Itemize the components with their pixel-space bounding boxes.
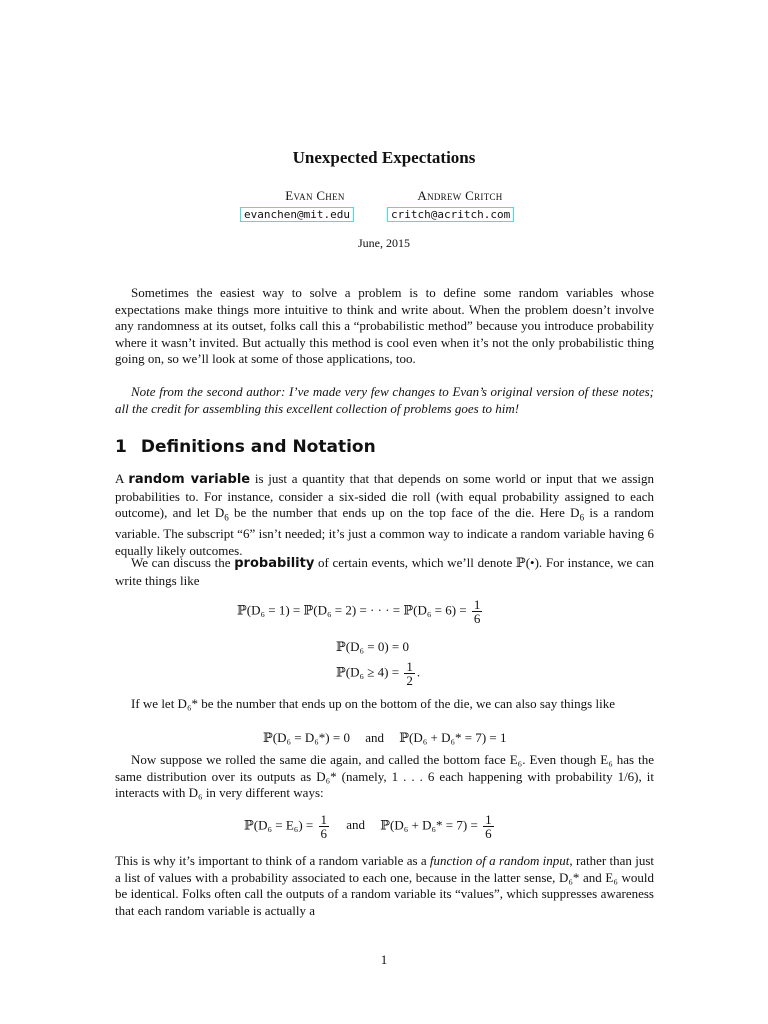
eq5-lnum: 1 [320, 812, 327, 827]
p2-text-b: of certain events, which we’ll denote ℙ(•). For instance, we can write things like [115, 555, 654, 588]
author-name-1: Evan Chen [285, 188, 345, 203]
p1-text-b: is just a quantity that that depends on some world or input that we assign probabilities to. For instance, consider a six-sided die roll (with equal probability assigned to each outcome), and let D [115, 471, 655, 520]
paragraph-function-of-input [115, 853, 654, 919]
author-email-1[interactable]: evanchen@mit.edu [240, 207, 354, 222]
p5-emphasis: function of a random input [429, 853, 570, 868]
paper-title: Unexpected Expectations [292, 148, 476, 167]
p1-sub-1: 6 [224, 512, 229, 523]
equation-3 [336, 660, 420, 687]
page-number: 1 [380, 952, 388, 967]
eq3-num: 1 [406, 659, 413, 674]
p1-text-c: be the number that ends up on the top face of the die. Here D [228, 505, 580, 520]
author-email-2[interactable]: critch@acritch.com [387, 207, 514, 222]
term-probability: probability [234, 556, 315, 571]
eq5-lden: 6 [320, 826, 327, 841]
eq5-left: ℙ(D₆ = E₆) = [244, 817, 314, 833]
eq1-den: 6 [473, 611, 481, 626]
eq4-right: ℙ(D₆ + D₆* = 7) = 1 [399, 730, 507, 745]
eq1-lhs: ℙ(D₆ = 1) = ℙ(D₆ = 2) = · · · = ℙ(D₆ = 6) = [237, 602, 467, 618]
equation-1 [237, 598, 484, 625]
term-random-variable: random variable [128, 472, 251, 487]
author-note: Note from the second author: I’ve made very few changes to Evan’s original version of these notes; all the credit for assembling this excellent collection of problems goes to him! [115, 384, 654, 416]
eq1-num: 1 [473, 597, 481, 612]
paragraph-probability [115, 555, 654, 589]
equation-5 [244, 813, 496, 840]
p1-text-d: is a random variable. The subscript “6” isn’t needed; it’s just a common way to indicate a random variable having 6 equally likely outcomes. [115, 505, 655, 558]
eq5-right: ℙ(D₆ + D₆* = 7) = [380, 817, 478, 833]
eq5-fraction-right [483, 813, 494, 840]
eq3-fraction [404, 660, 415, 687]
eq5-rden: 6 [485, 826, 492, 841]
author-name-2: Andrew Critch [417, 188, 503, 203]
eq1-fraction [472, 598, 483, 625]
eq3-lhs: ℙ(D₆ ≥ 4) = [336, 664, 400, 680]
section-title: Definitions and Notation [140, 437, 376, 457]
eq5-rnum: 1 [485, 812, 492, 827]
p1-text-a: A [115, 471, 129, 486]
p5-text-a: This is why it’s important to think of a random variable as a [115, 853, 430, 868]
equation-4 [263, 730, 507, 746]
equation-2: ℙ(D₆ = 0) = 0 [336, 639, 410, 654]
paragraph-second-roll: Now suppose we rolled the same die again, and called the bottom face E₆. Even though E₆ has the same distribution over its outputs as D₆* (namely, 1 . . . 6 each happening with probability 1/6), it interacts with D₆ in very different ways: [115, 752, 654, 800]
section-heading [115, 437, 376, 457]
eq3-tail: . [416, 664, 421, 680]
paper-date: June, 2015 [358, 236, 410, 250]
eq3-den: 2 [406, 673, 413, 688]
abstract-text: Sometimes the easiest way to solve a problem is to define some random variables whose expectations make things more intuitive to think and write about. When the problem doesn’t involve any randomness at its outset, folks call this a “probabilistic method” because you introduce probability where it wasn’t invited. But actually this method is cool even when it’s not the only probabilistic thing going on, so we’ll look at some of those applications, too. [115, 285, 654, 366]
eq4-left: ℙ(D₆ = D₆*) = 0 [263, 730, 350, 745]
eq4-and: and [365, 730, 384, 745]
paragraph-random-variable [115, 471, 654, 559]
paragraph-bottom-face: If we let D₆* be the number that ends up on the bottom of the die, we can also say things like [131, 696, 615, 711]
p1-sub-2: 6 [579, 512, 585, 523]
section-number: 1 [115, 437, 127, 457]
p5-text-b: , rather than just a list of values with a probability associated to each one, because in the latter sense, D₆* and E₆ would be identical. Folks often call the outputs of a random variable its “values”, which suppresses awareness that each random variable is actually a [115, 853, 654, 918]
eq5-fraction-left [319, 813, 330, 840]
eq5-and: and [346, 817, 366, 833]
p2-text-a: We can discuss the [131, 555, 235, 570]
